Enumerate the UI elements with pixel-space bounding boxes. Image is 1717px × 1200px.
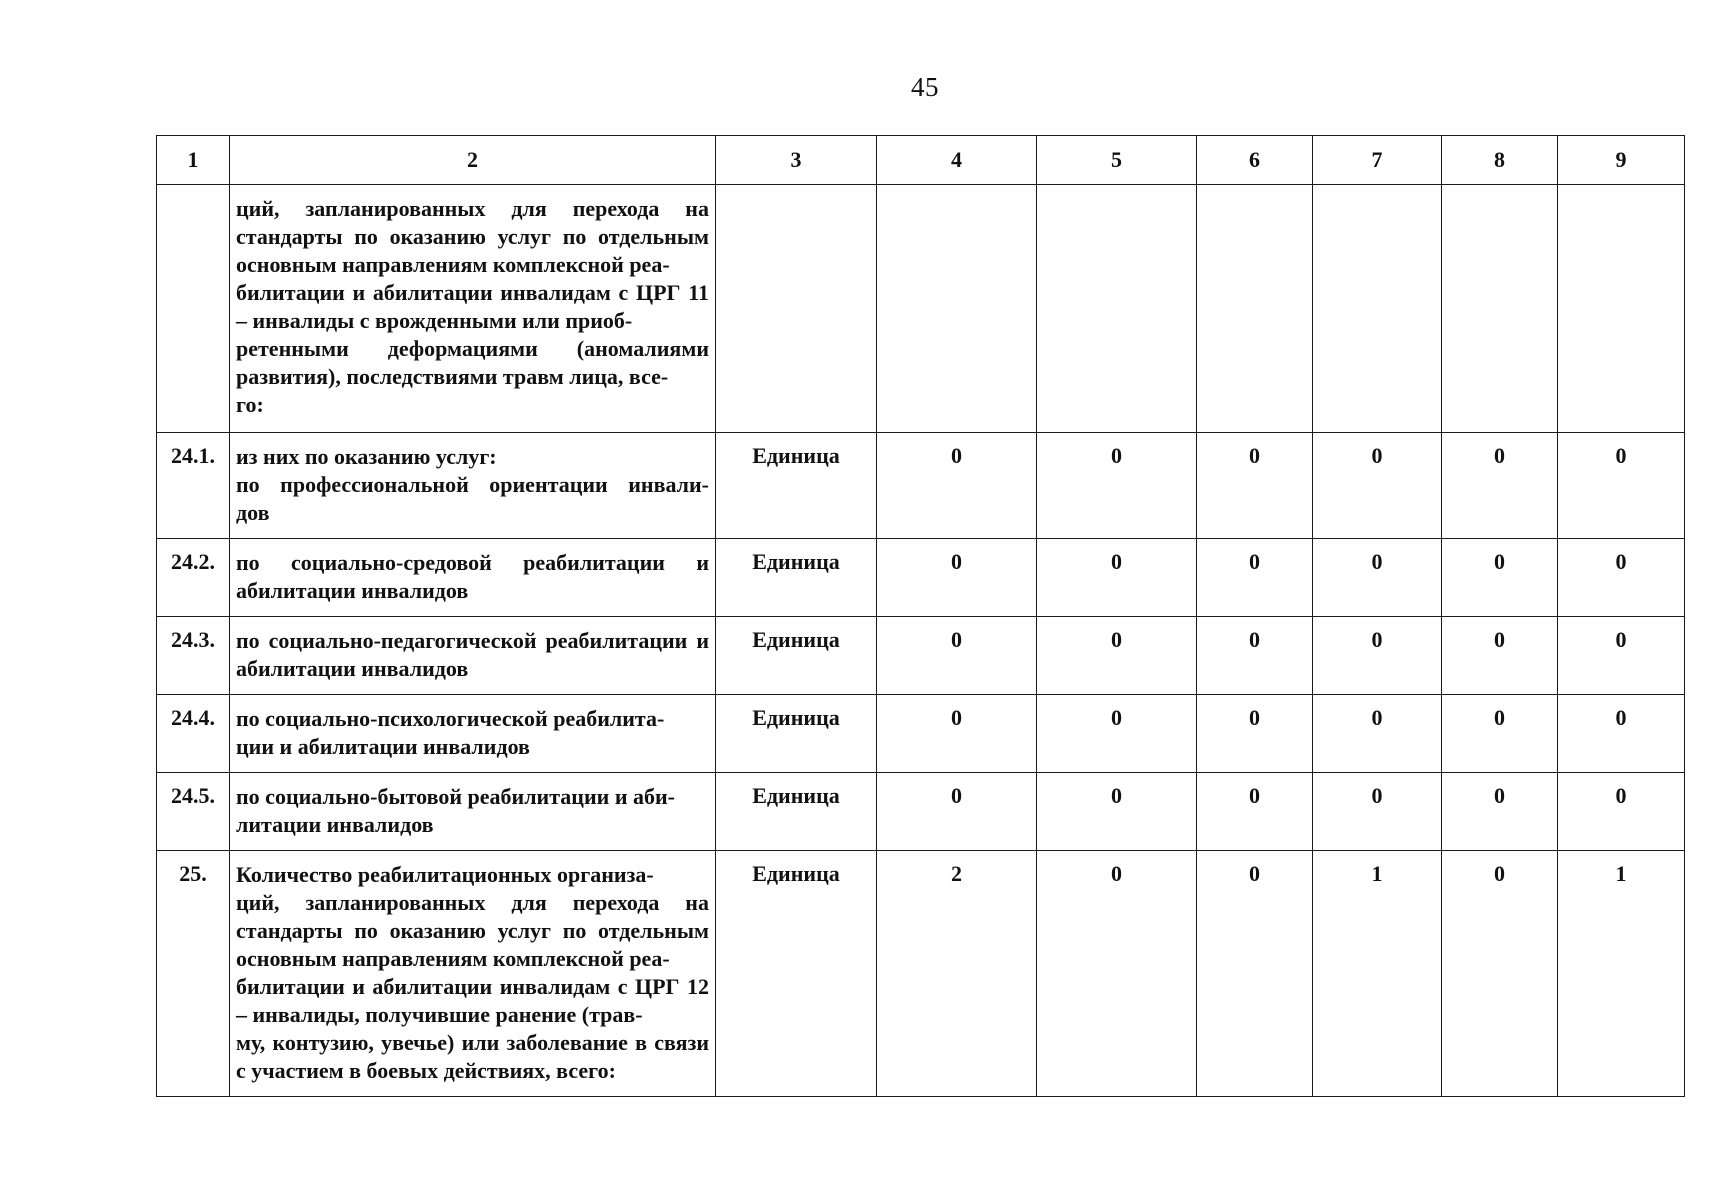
row-number: 24.4.: [157, 695, 230, 773]
row-value: [1558, 185, 1685, 433]
data-table: [156, 135, 1685, 1097]
table-row: [157, 185, 1685, 433]
row-value: 0: [1442, 539, 1558, 617]
row-value: 1: [1558, 851, 1685, 1097]
row-unit: Единица: [716, 433, 877, 539]
row-unit: Единица: [716, 539, 877, 617]
row-number: [157, 185, 230, 433]
row-value: 0: [1558, 433, 1685, 539]
row-description: по социально-психологической реабилита- ции и абилитации инвалидов: [230, 695, 716, 773]
row-value: 0: [1442, 433, 1558, 539]
column-header: 6: [1197, 136, 1313, 185]
row-value: [1442, 185, 1558, 433]
row-value: 0: [1442, 695, 1558, 773]
row-value: 0: [1037, 851, 1197, 1097]
row-value: 2: [877, 851, 1037, 1097]
row-value: 0: [1442, 851, 1558, 1097]
row-unit: [716, 185, 877, 433]
table-row: [157, 539, 1685, 617]
row-value: 0: [877, 695, 1037, 773]
row-value: 0: [877, 539, 1037, 617]
row-value: 0: [1037, 773, 1197, 851]
row-number: 24.5.: [157, 773, 230, 851]
row-value: 1: [1313, 851, 1442, 1097]
row-value: 0: [1037, 433, 1197, 539]
row-value: 0: [877, 773, 1037, 851]
row-value: 0: [1313, 773, 1442, 851]
row-value: 0: [1197, 695, 1313, 773]
column-header: 4: [877, 136, 1037, 185]
row-unit: Единица: [716, 851, 877, 1097]
row-unit: Единица: [716, 773, 877, 851]
row-value: 0: [877, 617, 1037, 695]
row-description: по социально-педагогической реабилитации и абилитации инвалидов: [230, 617, 716, 695]
table-row: [157, 617, 1685, 695]
row-value: 0: [1197, 773, 1313, 851]
row-description: ций, запланированных для перехода на стандарты по оказанию услуг по отдельным основным направлениям комплексной реа- билитации и абилитации инвалидам с ЦРГ 11 – инвалиды с врожденными или приоб- ретенными деформациями (аномалиями развития), последствиями травм лица, все- го:: [230, 185, 716, 433]
row-unit: Единица: [716, 617, 877, 695]
row-value: 0: [1558, 617, 1685, 695]
row-value: 0: [1442, 617, 1558, 695]
page-number: 45: [911, 72, 939, 102]
column-header: 9: [1558, 136, 1685, 185]
row-value: 0: [1558, 695, 1685, 773]
row-value: [1197, 185, 1313, 433]
row-value: [877, 185, 1037, 433]
row-value: 0: [1313, 617, 1442, 695]
row-description: Количество реабилитационных организа- ций, запланированных для перехода на стандарты по оказанию услуг по отдельным основным направлениям комплексной реа- билитации и абилитации инвалидам с ЦРГ 12 – инвалиды, получившие ранение (трав- му, контузию, увечье) или заболевание в связи с участием в боевых действиях, всего:: [230, 851, 716, 1097]
row-value: 0: [1313, 539, 1442, 617]
column-header: 1: [157, 136, 230, 185]
column-header: 8: [1442, 136, 1558, 185]
header-row: [157, 136, 1685, 185]
row-value: 0: [1197, 851, 1313, 1097]
row-value: 0: [1558, 539, 1685, 617]
table-row: [157, 851, 1685, 1097]
row-value: 0: [1313, 695, 1442, 773]
row-value: 0: [1197, 617, 1313, 695]
row-value: 0: [1037, 539, 1197, 617]
row-description: по социально-средовой реабилитации и абилитации инвалидов: [230, 539, 716, 617]
row-number: 24.3.: [157, 617, 230, 695]
row-value: 0: [1558, 773, 1685, 851]
row-value: 0: [1313, 433, 1442, 539]
column-header: 5: [1037, 136, 1197, 185]
row-number: 24.1.: [157, 433, 230, 539]
row-value: 0: [1037, 617, 1197, 695]
row-value: 0: [877, 433, 1037, 539]
column-header: 2: [230, 136, 716, 185]
row-value: 0: [1037, 695, 1197, 773]
row-value: 0: [1442, 773, 1558, 851]
column-header: 7: [1313, 136, 1442, 185]
row-number: 24.2.: [157, 539, 230, 617]
table-row: [157, 773, 1685, 851]
row-value: 0: [1197, 433, 1313, 539]
row-description: по социально-бытовой реабилитации и аби- литации инвалидов: [230, 773, 716, 851]
row-number: 25.: [157, 851, 230, 1097]
row-value: [1037, 185, 1197, 433]
table-row: [157, 695, 1685, 773]
column-header: 3: [716, 136, 877, 185]
row-value: 0: [1197, 539, 1313, 617]
table-row: [157, 433, 1685, 539]
row-unit: Единица: [716, 695, 877, 773]
row-description: из них по оказанию услуг: по профессиональной ориентации инвали- дов: [230, 433, 716, 539]
row-value: [1313, 185, 1442, 433]
